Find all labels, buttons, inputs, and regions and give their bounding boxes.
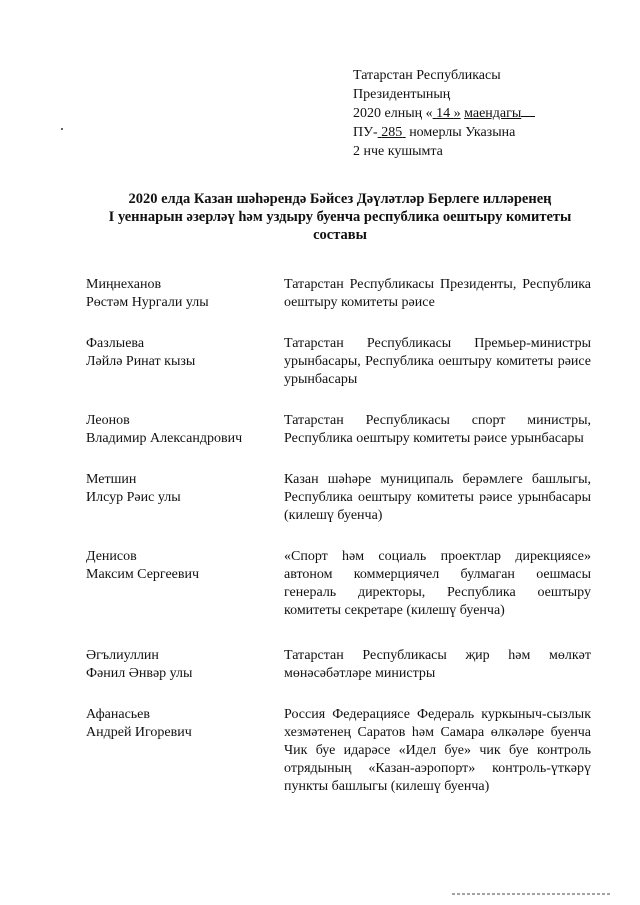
- date-prefix: 2020 елның «: [353, 106, 433, 121]
- roster-entry: [86, 706, 591, 796]
- member-surname: Афанасьев: [86, 707, 150, 722]
- decree-number: 285: [381, 125, 403, 140]
- date-day: 14: [436, 106, 451, 121]
- member-given-name: Владимир Александрович: [86, 431, 243, 446]
- appendix-note: [353, 66, 535, 161]
- member-surname: Денисов: [86, 549, 137, 564]
- decree-suffix: номерлы Указына: [409, 125, 516, 140]
- member-given-name: Максим Сергеевич: [86, 567, 200, 582]
- member-name: [86, 335, 284, 389]
- member-surname: Миңнеханов: [86, 277, 162, 292]
- roster-entry: [86, 548, 591, 620]
- member-role: Россия Федерациясе Федераль куркыныч-сызлык хезмәтенең Саратов һәм Самара өлкәләре буенча Чик буе идарәсе «Идел буе» чик буе контроль отрядының «Казан-аэропорт» контроль-үткәрү пункты башлыгы (килешү буенча): [284, 707, 591, 794]
- roster-entry: [86, 276, 591, 312]
- appendix-line-2: Президентының: [353, 87, 451, 102]
- roster-entry: [86, 471, 591, 525]
- title-line-3: составы: [313, 227, 367, 243]
- roster-entry: [86, 647, 591, 683]
- member-surname: Метшин: [86, 472, 137, 487]
- member-name: [86, 706, 284, 796]
- member-given-name: Андрей Игоревич: [86, 725, 192, 740]
- member-role: Татарстан Республикасы Премьер-министры урынбасары, Республика оештыру комитеты рәисе урынбасары: [284, 336, 591, 387]
- member-given-name: Ләйлә Ринат кызы: [86, 354, 196, 369]
- committee-roster: [86, 276, 591, 819]
- appendix-decree-line: [353, 123, 535, 142]
- appendix-date-line: [353, 104, 535, 123]
- member-role: «Спорт һәм социаль проектлар дирекциясе» автоном коммерциячел булмаган оешмасы генераль директоры, Республика оештыру комитеты секретаре (килешү буенча): [284, 549, 591, 618]
- title-line-2: I уеннарын әзерләү һәм уздыру буенча республика оештыру комитеты: [108, 209, 572, 225]
- member-surname: Әгълиуллин: [86, 648, 159, 663]
- member-role: Татарстан Республикасы җир һәм мөлкәт мөнәсәбәтләре министры: [284, 648, 591, 681]
- member-role: Казан шәһәре муниципаль берәмлеге башлыгы, Республика оештыру комитеты рәисе урынбасары (килешү буенча): [284, 472, 591, 523]
- date-month: маендагы: [464, 106, 522, 121]
- document-title: [70, 190, 610, 244]
- date-mid: »: [453, 106, 461, 121]
- decree-prefix: ПУ-: [353, 125, 378, 140]
- member-name: [86, 276, 284, 312]
- member-role: Татарстан Республикасы Президенты, Республика оештыру комитеты рәисе: [284, 277, 591, 310]
- member-surname: Фазлыева: [86, 336, 145, 351]
- title-line-1: 2020 елда Казан шәһәрендә Бәйсез Дәүләтләр Берлеге илләренең: [128, 191, 552, 207]
- appendix-line-1: Татарстан Республикасы: [353, 68, 501, 83]
- member-given-name: Фәнил Әнвәр улы: [86, 666, 193, 681]
- scan-speck: [61, 128, 63, 130]
- roster-entry: [86, 335, 591, 389]
- member-name: [86, 412, 284, 448]
- scan-footer-artifact: [452, 893, 612, 895]
- member-name: [86, 471, 284, 525]
- member-name: [86, 548, 284, 620]
- member-given-name: Илсур Рәис улы: [86, 490, 181, 505]
- member-surname: Леонов: [86, 413, 130, 428]
- member-name: [86, 647, 284, 683]
- member-role: Татарстан Республикасы спорт министры, Республика оештыру комитеты рәисе урынбасары: [284, 413, 591, 446]
- roster-entry: [86, 412, 591, 448]
- appendix-line-5: 2 нче кушымта: [353, 144, 443, 159]
- member-given-name: Рөстәм Нургали улы: [86, 295, 209, 310]
